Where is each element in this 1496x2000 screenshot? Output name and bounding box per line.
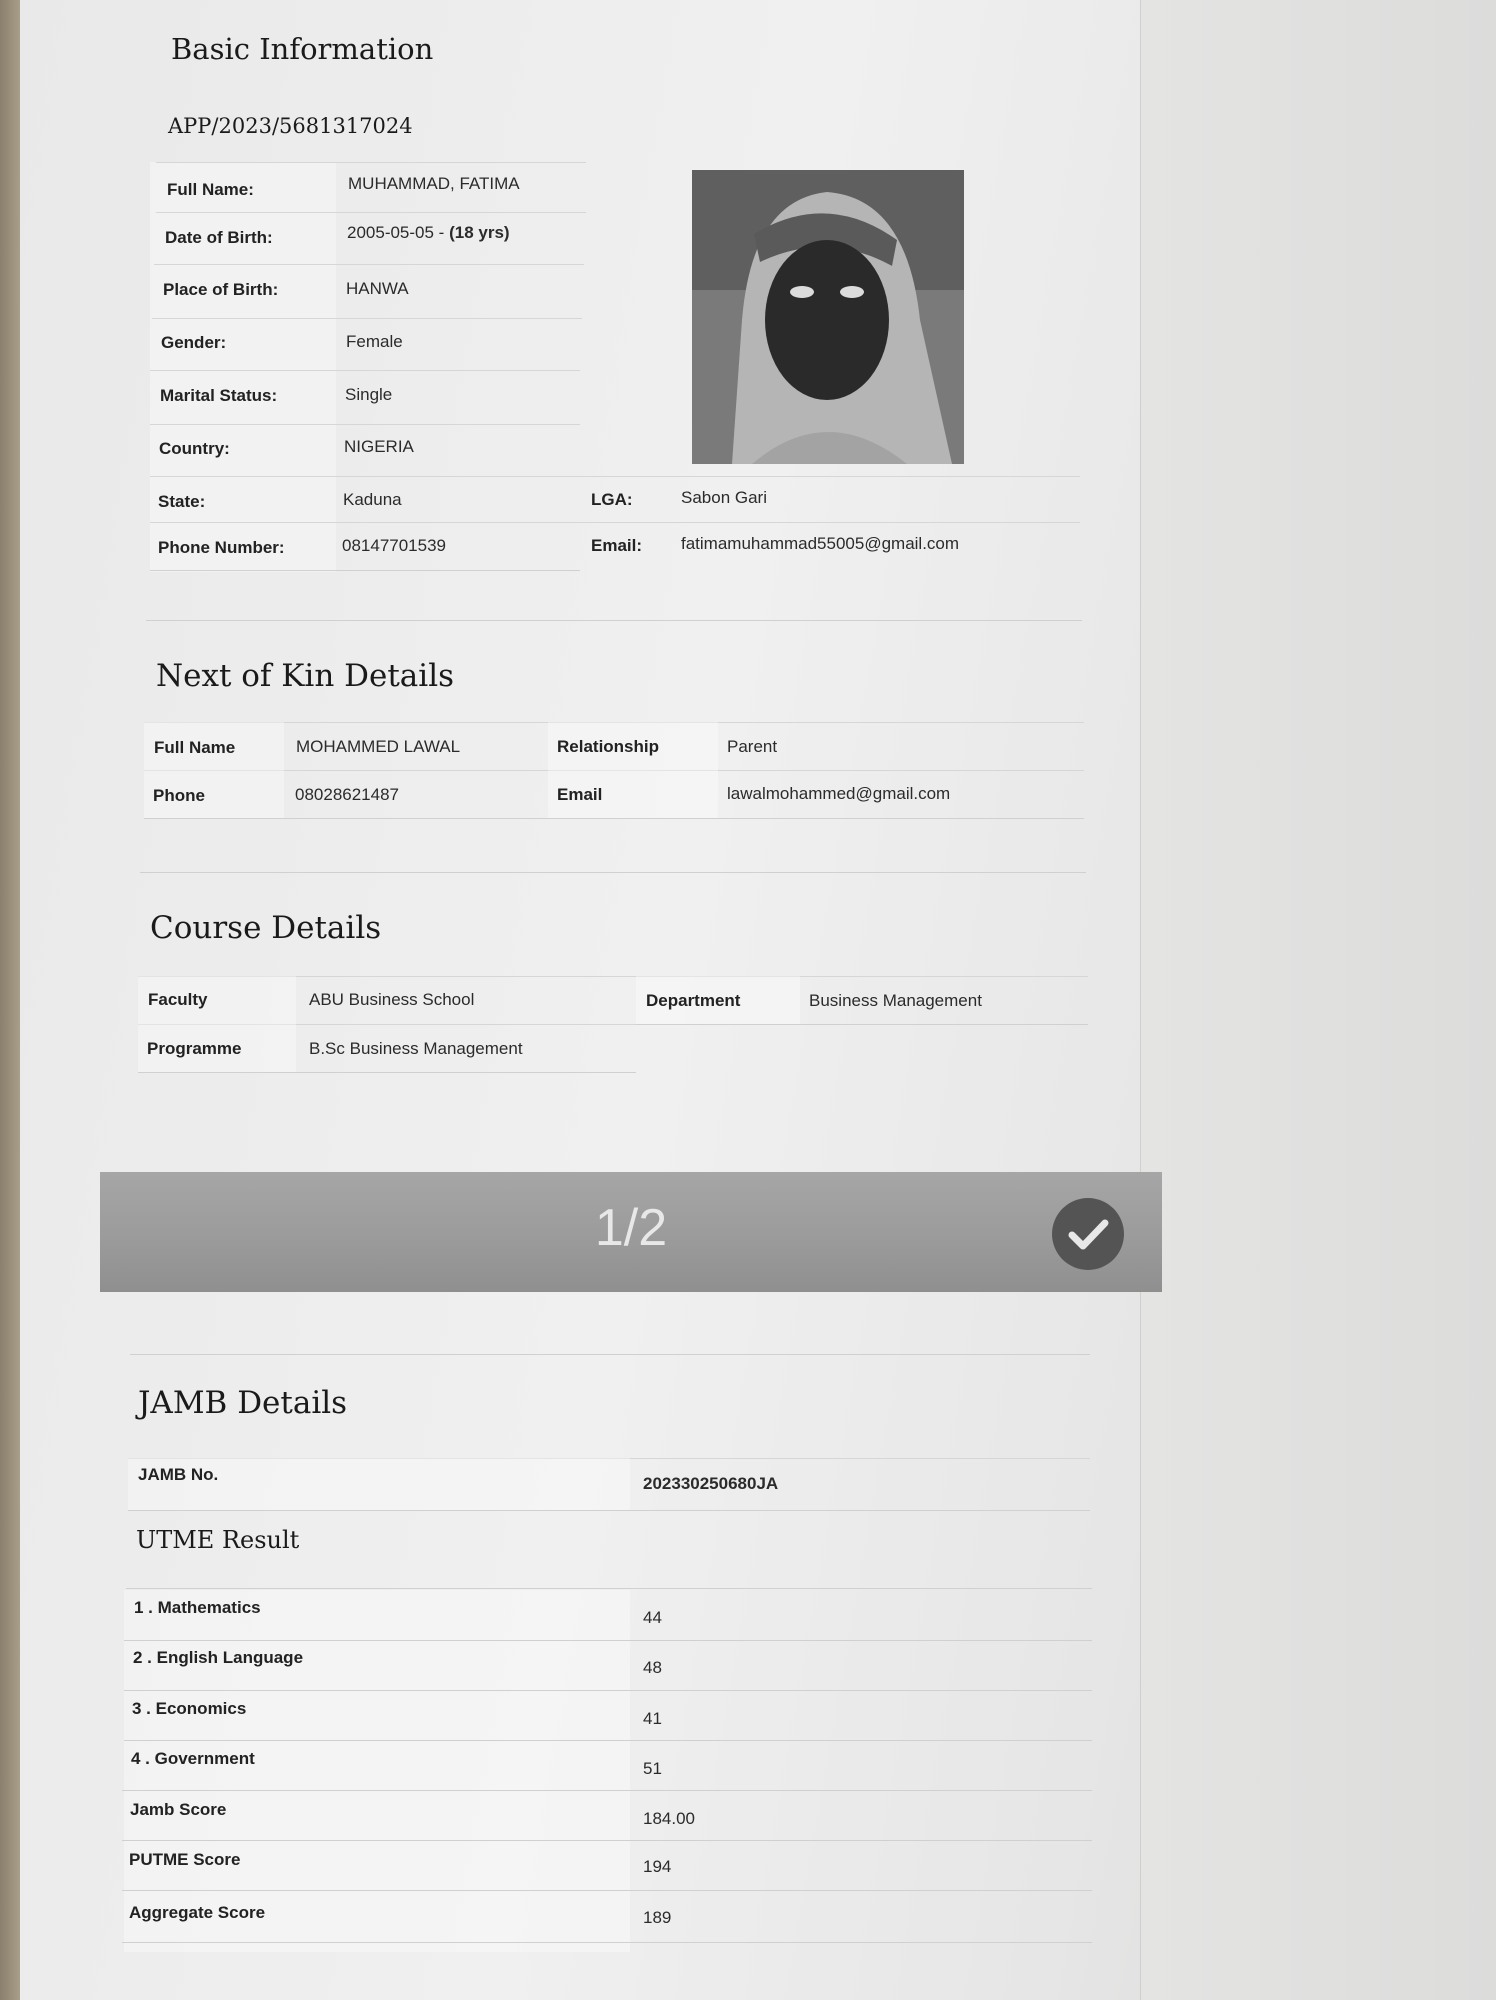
second-page-edge bbox=[1140, 0, 1496, 2000]
field-label: Date of Birth: bbox=[165, 228, 273, 247]
subject-label: 3 . Economics bbox=[132, 1699, 247, 1718]
section-title: JAMB Details bbox=[138, 1385, 348, 1421]
department-label: Department bbox=[646, 991, 741, 1010]
putme-score-value: 194 bbox=[643, 1857, 672, 1876]
department-value: Business Management bbox=[809, 991, 982, 1010]
subject-label: 4 . Government bbox=[131, 1749, 255, 1768]
subject-score: 44 bbox=[643, 1608, 662, 1627]
field-value: Single bbox=[345, 385, 393, 404]
jamb-no-label: JAMB No. bbox=[138, 1465, 219, 1484]
field-value: 08147701539 bbox=[342, 536, 447, 555]
dob-date: 2005-05-05 - bbox=[347, 223, 450, 242]
field-label: Gender: bbox=[161, 333, 227, 352]
programme-label: Programme bbox=[147, 1039, 242, 1058]
subject-score: 48 bbox=[643, 1658, 662, 1677]
faculty-value: ABU Business School bbox=[309, 990, 475, 1009]
utme-result-title: UTME Result bbox=[136, 1526, 300, 1554]
email-value: fatimamuhammad55005@gmail.com bbox=[681, 534, 960, 553]
subject-score: 41 bbox=[643, 1709, 662, 1728]
email-label: Email: bbox=[591, 536, 643, 555]
jamb-score-label: Jamb Score bbox=[130, 1800, 227, 1819]
programme-value: B.Sc Business Management bbox=[309, 1039, 523, 1058]
aggregate-score-value: 189 bbox=[643, 1908, 672, 1927]
kin-phone-value: 08028621487 bbox=[295, 785, 400, 804]
field-value: NIGERIA bbox=[344, 437, 414, 456]
kin-email-value: lawalmohammed@gmail.com bbox=[727, 784, 951, 803]
field-label: Full Name: bbox=[167, 180, 254, 199]
kin-phone-label: Phone bbox=[153, 786, 205, 805]
page-indicator: 1/2 bbox=[594, 1199, 668, 1257]
subject-label: 1 . Mathematics bbox=[134, 1598, 261, 1617]
section-title: Course Details bbox=[150, 910, 382, 946]
kin-relationship-label: Relationship bbox=[557, 737, 660, 756]
putme-score-label: PUTME Score bbox=[129, 1850, 241, 1869]
kin-relationship-value: Parent bbox=[727, 737, 778, 756]
lga-value: Sabon Gari bbox=[681, 488, 767, 507]
jamb-score-value: 184.00 bbox=[643, 1809, 695, 1828]
field-value: Kaduna bbox=[343, 490, 402, 509]
subject-label: 2 . English Language bbox=[133, 1648, 304, 1667]
field-label: Phone Number: bbox=[158, 538, 285, 557]
field-value: Female bbox=[346, 332, 403, 351]
kin-email-label: Email bbox=[557, 785, 603, 804]
application-number: APP/2023/5681317024 bbox=[168, 114, 413, 138]
jamb-no-value: 202330250680JA bbox=[643, 1474, 779, 1493]
aggregate-score-label: Aggregate Score bbox=[129, 1903, 266, 1922]
dob-age: (18 yrs) bbox=[449, 223, 510, 242]
field-label: State: bbox=[158, 492, 206, 511]
section-title: Basic Information bbox=[171, 32, 434, 66]
field-label: Place of Birth: bbox=[163, 280, 279, 299]
field-label: Country: bbox=[159, 439, 230, 458]
field-value: MUHAMMAD, FATIMA bbox=[348, 174, 520, 193]
section-title: Next of Kin Details bbox=[156, 658, 455, 694]
subject-score: 51 bbox=[643, 1759, 662, 1778]
faculty-label: Faculty bbox=[148, 990, 208, 1009]
kin-full-name-value: MOHAMMED LAWAL bbox=[296, 737, 461, 756]
field-value: HANWA bbox=[346, 279, 409, 298]
field-label: Marital Status: bbox=[160, 386, 278, 405]
lga-label: LGA: bbox=[591, 490, 633, 509]
kin-full-name-label: Full Name bbox=[154, 738, 236, 757]
